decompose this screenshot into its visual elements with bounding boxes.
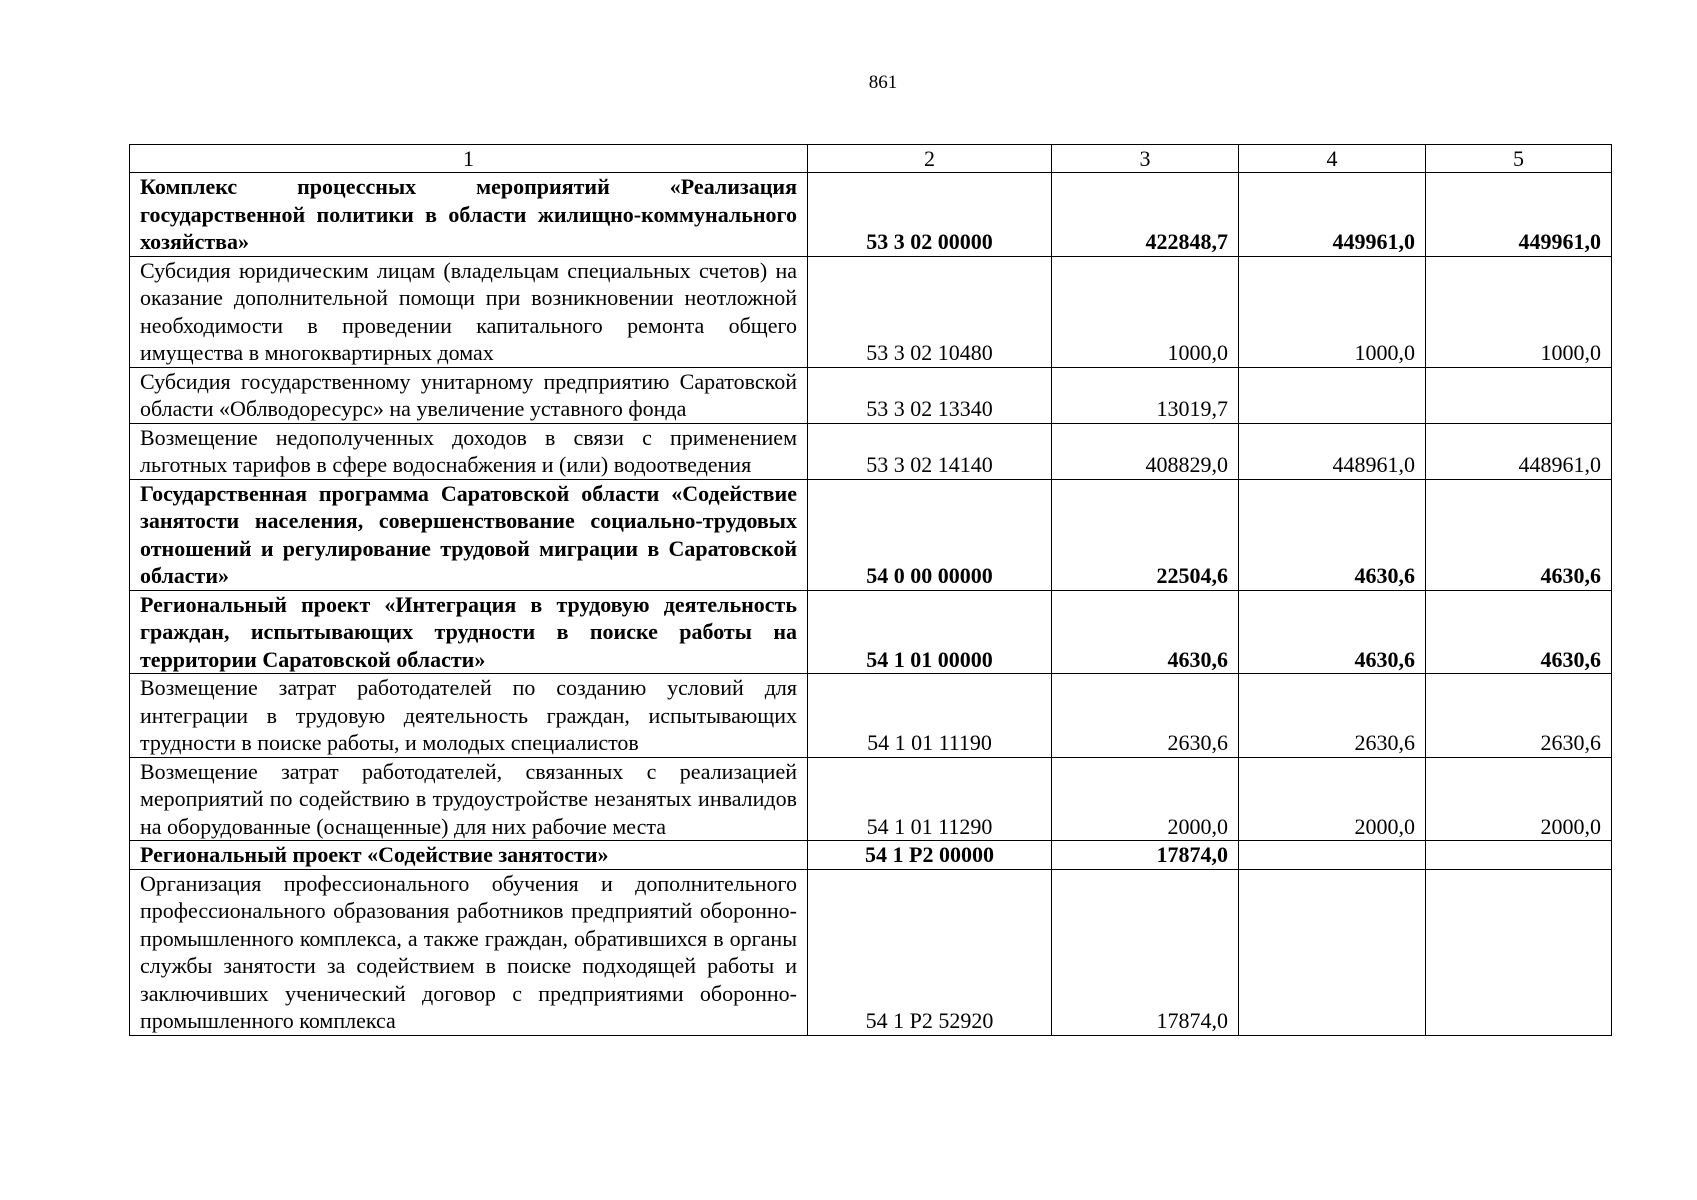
- row-code: 53 3 02 14140: [808, 423, 1052, 479]
- row-value-4: [1239, 869, 1426, 1035]
- table-row: [130, 757, 1612, 841]
- column-header-1: 1: [130, 145, 808, 173]
- row-value-4: 449961,0: [1239, 173, 1426, 257]
- column-header-3: 3: [1052, 145, 1239, 173]
- row-value-3: 4630,6: [1052, 590, 1239, 674]
- row-code: 53 3 02 13340: [808, 367, 1052, 423]
- row-value-3: 2630,6: [1052, 674, 1239, 758]
- row-value-5: 4630,6: [1426, 479, 1612, 590]
- row-value-5: 448961,0: [1426, 423, 1612, 479]
- row-value-3: 13019,7: [1052, 367, 1239, 423]
- row-name: Возмещение затрат работодателей, связанных с реализацией мероприятий по содействию в трудоустройстве незанятых инвалидов на оборудованные (оснащенные) для них рабочие места: [130, 757, 808, 841]
- row-value-5: [1426, 841, 1612, 870]
- table-row: [130, 173, 1612, 257]
- table-row: [130, 479, 1612, 590]
- row-name: Комплекс процессных мероприятий «Реализация государственной политики в области жилищно-коммунального хозяйства»: [130, 173, 808, 257]
- row-value-5: 4630,6: [1426, 590, 1612, 674]
- table-row: [130, 869, 1612, 1035]
- row-value-4: 2630,6: [1239, 674, 1426, 758]
- row-code: 53 3 02 00000: [808, 173, 1052, 257]
- table-row: [130, 256, 1612, 367]
- row-name: Организация профессионального обучения и дополнительного профессионального образования работников предприятий оборонно-промышленного комплекса, а также граждан, обратившихся в органы службы занятости за содействием в поиске подходящей работы и заключивших ученический договор с предприятиями оборонно-промышленного комплекса: [130, 869, 808, 1035]
- row-code: 54 1 Р2 52920: [808, 869, 1052, 1035]
- table-body: [130, 173, 1612, 1036]
- row-name: Возмещение недополученных доходов в связи с применением льготных тарифов в сфере водоснабжения и (или) водоотведения: [130, 423, 808, 479]
- row-code: 53 3 02 10480: [808, 256, 1052, 367]
- table-row: [130, 841, 1612, 870]
- budget-table: [129, 144, 1612, 1036]
- table-row: [130, 423, 1612, 479]
- row-value-3: 17874,0: [1052, 869, 1239, 1035]
- row-value-5: [1426, 869, 1612, 1035]
- row-value-4: 2000,0: [1239, 757, 1426, 841]
- row-value-3: 1000,0: [1052, 256, 1239, 367]
- row-name: Государственная программа Саратовской области «Содействие занятости населения, совершенствование социально-трудовых отношений и регулирование трудовой миграции в Саратовской области»: [130, 479, 808, 590]
- row-value-4: [1239, 367, 1426, 423]
- row-value-4: 4630,6: [1239, 479, 1426, 590]
- column-header-5: 5: [1426, 145, 1612, 173]
- row-code: 54 1 Р2 00000: [808, 841, 1052, 870]
- row-value-5: [1426, 367, 1612, 423]
- row-name: Региональный проект «Содействие занятости»: [130, 841, 808, 870]
- row-value-5: 2630,6: [1426, 674, 1612, 758]
- row-value-3: 408829,0: [1052, 423, 1239, 479]
- table-row: [130, 674, 1612, 758]
- page-number: 861: [868, 72, 898, 93]
- table-header-row: [130, 145, 1612, 173]
- row-value-3: 2000,0: [1052, 757, 1239, 841]
- row-name: Возмещение затрат работодателей по созданию условий для интеграции в трудовую деятельность граждан, испытывающих трудности в поиске работы, и молодых специалистов: [130, 674, 808, 758]
- column-header-4: 4: [1239, 145, 1426, 173]
- row-value-4: [1239, 841, 1426, 870]
- row-name: Субсидия юридическим лицам (владельцам специальных счетов) на оказание дополнительной помощи при возникновении неотложной необходимости в проведении капитального ремонта общего имущества в многоквартирных домах: [130, 256, 808, 367]
- table-row: [130, 590, 1612, 674]
- row-value-5: 1000,0: [1426, 256, 1612, 367]
- row-value-4: 448961,0: [1239, 423, 1426, 479]
- row-value-5: 2000,0: [1426, 757, 1612, 841]
- row-code: 54 1 01 00000: [808, 590, 1052, 674]
- row-code: 54 1 01 11190: [808, 674, 1052, 758]
- row-code: 54 1 01 11290: [808, 757, 1052, 841]
- table-row: [130, 367, 1612, 423]
- row-value-3: 22504,6: [1052, 479, 1239, 590]
- row-value-4: 1000,0: [1239, 256, 1426, 367]
- row-value-4: 4630,6: [1239, 590, 1426, 674]
- row-name: Субсидия государственному унитарному предприятию Саратовской области «Облводоресурс» на увеличение уставного фонда: [130, 367, 808, 423]
- row-value-5: 449961,0: [1426, 173, 1612, 257]
- row-value-3: 17874,0: [1052, 841, 1239, 870]
- row-name: Региональный проект «Интеграция в трудовую деятельность граждан, испытывающих трудности в поиске работы на территории Саратовской области»: [130, 590, 808, 674]
- column-header-2: 2: [808, 145, 1052, 173]
- row-code: 54 0 00 00000: [808, 479, 1052, 590]
- row-value-3: 422848,7: [1052, 173, 1239, 257]
